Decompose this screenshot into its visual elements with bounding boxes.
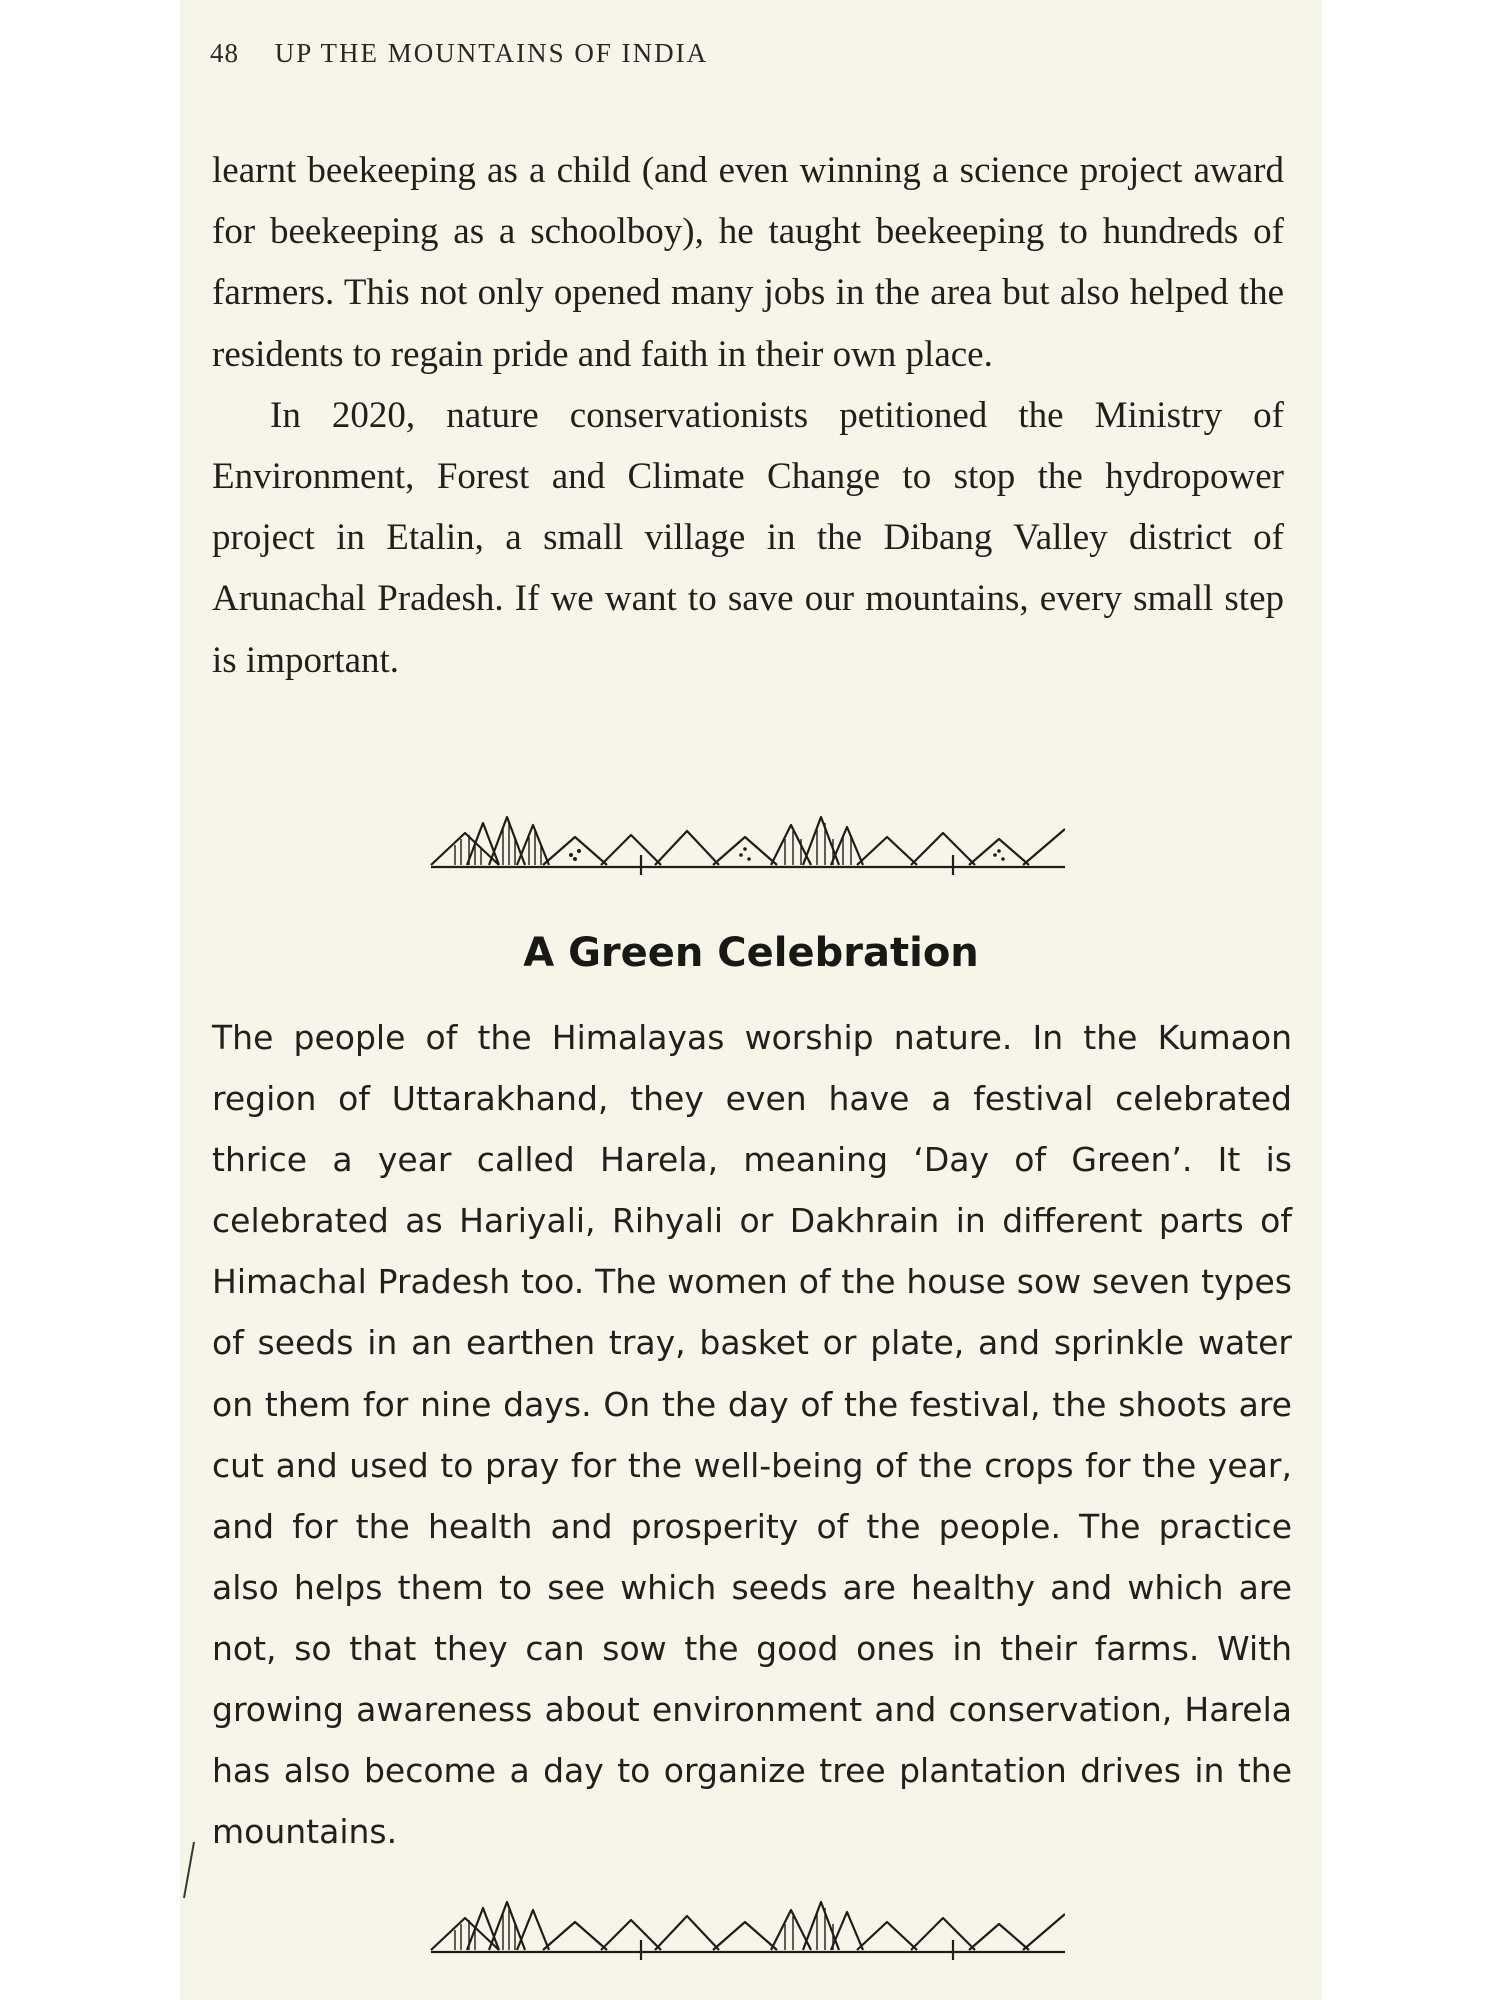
mountain-divider-bottom-icon: [425, 1900, 1065, 1960]
paragraph-etalin: In 2020, nature conservationists petitioned the Ministry of Environment, Forest and Climate Change to stop the hydropower project in Etalin, a small village in the Dibang Valley district of Arunachal Pradesh. If we want to save our mountains, every small step is important.: [212, 394, 1284, 681]
paragraph-beekeeping: learnt beekeeping as a child (and even winning a science project award for beekeeping as a schoolboy), he taught beekeeping to hundreds of farmers. This not only opened many jobs in the area but also helped the residents to regain pride and faith in their own place.: [212, 150, 1284, 375]
mountain-divider-icon: [425, 815, 1065, 875]
paragraph-harela: The people of the Himalayas worship nature. In the Kumaon region of Uttarakhand, they even have a festival celebrated thrice a year called Harela, meaning ‘Day of Green’. It is celebrated as Hariyali, Rihyali or Dakhrain in different parts of Himachal Pradesh too. The women of the house sow seven types of seeds in an earthen tray, basket or plate, and sprinkle water on them for nine days. On the day of the festival, the shoots are cut and used to pray for the well-being of the crops for the year, and for the health and prosperity of the people. The practice also helps them to see which seeds are healthy and which are not, so that they can sow the good ones in their farms. With growing awareness about environment and conservation, Harela has also become a day to organize tree plantation drives in the mountains.: [212, 1018, 1292, 1852]
pencil-mark-icon: [180, 1840, 200, 1900]
body-text: [212, 140, 1284, 691]
section-body: [212, 1007, 1292, 1862]
page-number: 48: [210, 38, 239, 68]
book-title: UP THE MOUNTAINS OF INDIA: [274, 38, 709, 68]
book-page: [180, 0, 1322, 2000]
section-heading: A Green Celebration: [523, 930, 979, 976]
running-head: [210, 38, 708, 69]
